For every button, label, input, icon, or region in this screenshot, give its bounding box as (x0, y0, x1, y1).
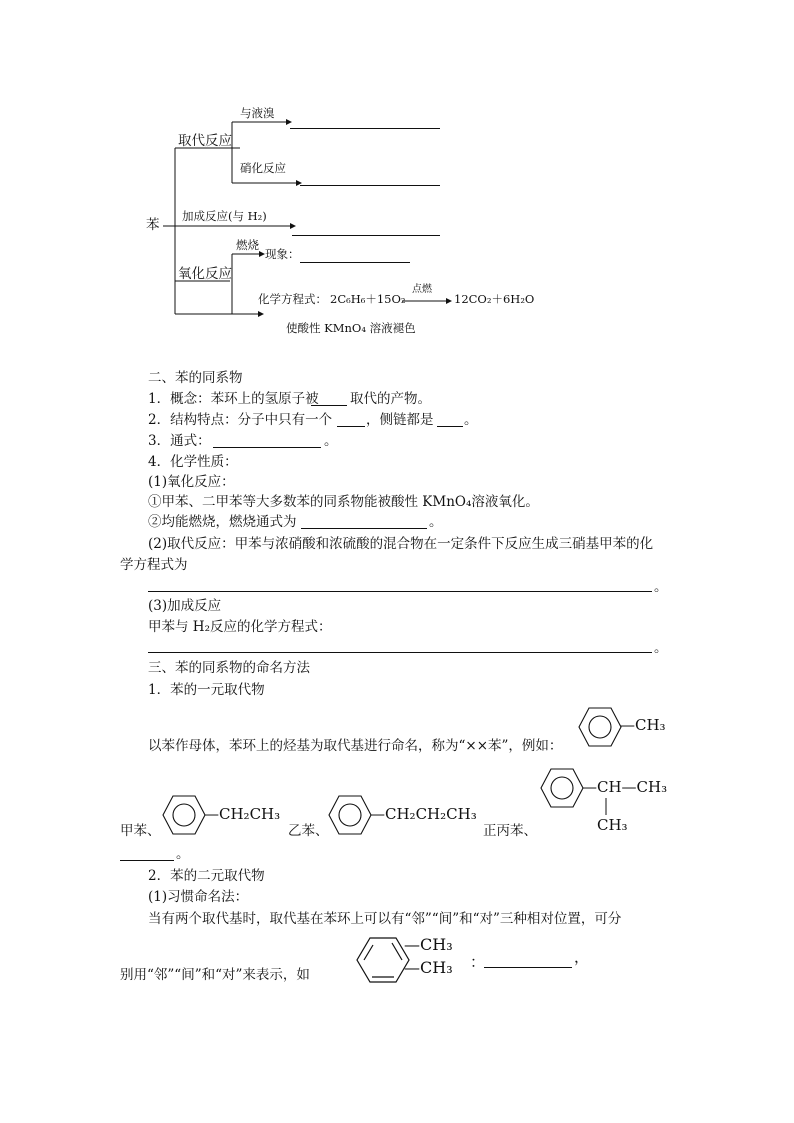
s3-propylbenzene: 正丙苯、 (483, 823, 537, 839)
s3-toluene: 甲苯、 (120, 823, 161, 839)
s2-addition-2: 甲苯与 H₂反应的化学方程式： (148, 619, 332, 635)
s3-part1: 1．苯的一元取代物 (148, 682, 265, 698)
tree-kmno4: 使酸性 KMnO₄ 溶液褪色 (286, 321, 416, 335)
s2-structure-a: 2．结构特点：分子中只有一个 (148, 412, 333, 428)
s3-desc-2: 别用“邻”“间”和“对”来表示，如 (120, 967, 310, 983)
s3-ethylbenzene: 乙苯、 (288, 823, 329, 839)
tree-bromine: 与液溴 (240, 106, 275, 120)
s3-comma: ， (574, 948, 590, 966)
s3-intro: 以苯作母体，苯环上的烃基为取代基进行命名，称为“××苯”，例如： (148, 738, 563, 754)
s2-structure-b: ，侧链都是 (366, 412, 434, 428)
s2-substitution-2: 学方程式为 (120, 557, 188, 573)
s3-part2: 2．苯的二元取代物 (148, 868, 265, 884)
s2-concept-b: 取代的产物。 (350, 391, 431, 407)
s3-habit: (1)习惯命名法： (148, 889, 249, 905)
s3-end: 。 (176, 846, 190, 862)
s2-oxidation-1: ①甲苯、二甲苯等大多数苯的同系物能被酸性 KMnO₄溶液氧化。 (148, 494, 539, 510)
s2-concept-a: 1．概念：苯环上的氢原子被 (148, 391, 319, 407)
s2-structure-c: 。 (464, 412, 478, 428)
s3-colon: ： (470, 953, 486, 971)
s2-period-1: 。 (654, 579, 668, 595)
tree-combustion: 燃烧 (236, 238, 259, 252)
s2-addition: (3)加成反应 (148, 598, 222, 614)
s2-heading: 二、苯的同系物 (148, 370, 243, 386)
s3-desc-1: 当有两个取代基时，取代基在苯环上可以有“邻”“间”和“对”三种相对位置，可分 (148, 911, 622, 927)
tree-nitration: 硝化反应 (240, 161, 286, 175)
tree-eq-condition: 点燃 (412, 284, 432, 295)
toluene-ch3: —CH₃ (620, 716, 666, 734)
s2-oxidation-2b: 。 (429, 514, 443, 530)
isopropyl-ch3: CH₃ (597, 816, 628, 834)
xylene-ch3-a: —CH₃ (404, 935, 453, 954)
tree-eq-right: 12CO₂＋6H₂O (454, 292, 535, 306)
blank-isopropyl[interactable] (120, 860, 174, 861)
propyl-group: —CH₂CH₂CH₃ (370, 805, 477, 823)
s2-properties: 4．化学性质： (148, 454, 238, 470)
ethyl-group: —CH₂CH₃ (204, 805, 281, 823)
tree-oxidation: 氧化反应 (178, 266, 232, 282)
tree-eq-left: 2C₆H₆＋15O₂ (330, 292, 406, 306)
s2-oxidation: (1)氧化反应： (148, 474, 235, 490)
tree-addition: 加成反应(与 H₂) (182, 209, 267, 223)
s3-heading: 三、苯的同系物的命名方法 (148, 660, 310, 676)
tree-root: 苯 (146, 217, 160, 233)
s2-formula-a: 3．通式： (148, 433, 211, 449)
tree-phenomenon: 现象： (265, 247, 300, 261)
benzene-ring-xylene (356, 937, 410, 983)
s2-period-2: 。 (654, 640, 668, 656)
s2-formula-b: 。 (324, 433, 338, 449)
tree-eq-prefix: 化学方程式： (258, 292, 327, 306)
xylene-ch3-b: —CH₃ (404, 958, 453, 977)
s2-substitution-1: (2)取代反应：甲苯与浓硝酸和浓硫酸的混合物在一定条件下反应生成三硝基甲苯的化 (148, 536, 654, 552)
tree-substitution: 取代反应 (178, 133, 232, 149)
s2-oxidation-2a: ②均能燃烧，燃烧通式为 (148, 514, 297, 530)
blank-xylene[interactable] (484, 967, 572, 968)
isopropyl-ch: —CH—CH₃ (582, 778, 668, 796)
